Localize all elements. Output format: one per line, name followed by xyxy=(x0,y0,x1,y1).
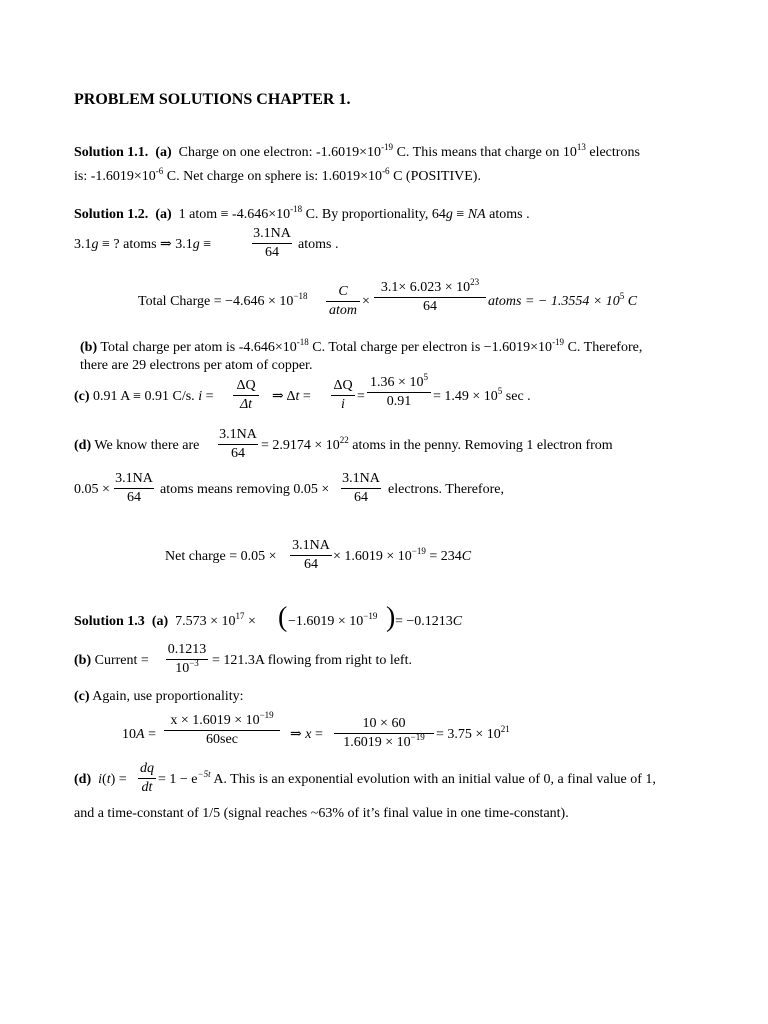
text: = 234 xyxy=(425,549,462,564)
fraction xyxy=(326,284,360,319)
text xyxy=(290,727,323,743)
fraction xyxy=(252,226,292,261)
fraction xyxy=(164,710,280,748)
text: ⇒ xyxy=(290,727,306,742)
text: and a time-constant of 1/5 (signal reaches ~63% of it’s final value in one time-constant). xyxy=(74,806,569,821)
exponent: -18 xyxy=(290,204,303,214)
part-label: (b) xyxy=(74,653,92,668)
page-title: PROBLEM SOLUTIONS CHAPTER 1. xyxy=(74,91,351,108)
exponent: 23 xyxy=(470,277,480,287)
fraction-bar xyxy=(233,395,259,396)
numerator xyxy=(164,710,280,729)
exponent: −19 xyxy=(410,732,425,742)
fraction xyxy=(290,538,332,573)
solution-1-3-d xyxy=(74,772,127,788)
denominator: 64 xyxy=(354,490,368,505)
solution-1-2-line-2 xyxy=(74,237,211,253)
var: C xyxy=(461,549,472,564)
text: ⇒ Δ xyxy=(272,389,296,404)
solution-1-3-b xyxy=(74,653,149,669)
text: ) = xyxy=(110,772,127,787)
var: NA xyxy=(467,207,486,222)
exponent: -18 xyxy=(296,337,309,347)
text: Net charge = 0.05 × xyxy=(165,549,277,564)
numerator: dq xyxy=(140,761,154,776)
fraction-bar xyxy=(166,659,208,660)
fraction-bar xyxy=(367,392,431,393)
fraction-bar xyxy=(331,395,355,396)
var: i xyxy=(98,772,103,787)
numerator: 3.1NA xyxy=(253,226,291,241)
text: atoms . xyxy=(485,207,530,222)
fraction-bar xyxy=(138,778,156,779)
fraction-bar xyxy=(218,444,258,445)
numerator xyxy=(367,372,431,391)
text: 7.573 × 10 xyxy=(175,614,236,629)
fraction xyxy=(367,372,431,410)
solution-1-1-line-2 xyxy=(74,166,481,185)
var: g xyxy=(91,237,99,252)
text: Total charge per atom is -4.646×10 xyxy=(97,340,297,355)
text: ( xyxy=(102,772,107,787)
text: 10 xyxy=(122,727,136,742)
fraction-bar xyxy=(326,301,360,302)
text: C (POSITIVE). xyxy=(389,169,481,184)
denominator: 64 xyxy=(304,557,318,572)
text: C. Total charge per electron is −1.6019×10 xyxy=(308,340,553,355)
exponent: -19 xyxy=(381,142,394,152)
solution-1-1-line-1 xyxy=(74,142,640,161)
text: C xyxy=(624,294,638,309)
numerator: 3.1NA xyxy=(115,471,153,486)
text xyxy=(333,546,472,565)
numerator: ΔQ xyxy=(333,378,353,393)
solution-1-2-b-line-1 xyxy=(80,337,643,356)
part-label: (d) xyxy=(74,438,92,453)
denominator: atom xyxy=(329,303,357,318)
text: C. Net charge on sphere is: 1.6019×10 xyxy=(163,169,383,184)
text xyxy=(122,727,156,743)
text xyxy=(436,724,510,743)
part-label: (c) xyxy=(74,689,90,704)
text: Again, use proportionality: xyxy=(89,689,244,704)
exponent: −19 xyxy=(363,611,378,621)
solution-1-2-d-line-1 xyxy=(74,438,199,454)
text: Current = xyxy=(91,653,149,668)
exponent: −3 xyxy=(189,658,199,668)
text: atoms . xyxy=(298,237,339,252)
solution-1-3-a xyxy=(74,611,256,630)
text: We know there are xyxy=(91,438,200,453)
fraction xyxy=(334,716,434,751)
fraction-bar xyxy=(114,488,154,489)
exponent: 17 xyxy=(235,611,245,621)
total-charge-eq-right xyxy=(488,291,638,310)
text xyxy=(158,769,656,788)
left-paren: ( xyxy=(278,602,288,633)
text: = xyxy=(144,727,156,742)
var: i xyxy=(198,389,203,404)
exponent: -6 xyxy=(155,166,164,176)
text: × xyxy=(244,614,256,629)
exponent: −5t xyxy=(197,769,211,779)
denominator: 64 xyxy=(231,446,245,461)
text: 1 atom ≡ -4.646×10 xyxy=(178,207,291,222)
text: 1.36 × 10 xyxy=(370,375,424,390)
total-charge-eq-left xyxy=(138,291,308,310)
solution-label: Solution 1.3 xyxy=(74,614,145,629)
part-label: (c) xyxy=(74,389,90,404)
text xyxy=(395,614,462,630)
fraction xyxy=(374,277,486,315)
text: electrons xyxy=(585,145,640,160)
text: −1.6019 × 10 xyxy=(288,614,364,629)
denominator: 64 xyxy=(127,490,141,505)
solution-1-2-b-line-2: there are 29 electrons per atom of copper. xyxy=(80,358,313,373)
var: t xyxy=(295,389,300,404)
exponent: 5 xyxy=(497,386,503,396)
var: t xyxy=(106,772,111,787)
text: = xyxy=(311,727,323,742)
text: C. By proportionality, 64 xyxy=(302,207,446,222)
text: 10 xyxy=(175,661,190,676)
part-label: (a) xyxy=(151,614,169,629)
fraction-bar xyxy=(164,730,280,731)
fraction xyxy=(233,378,259,413)
denominator: Δt xyxy=(239,397,253,412)
exponent: −18 xyxy=(293,291,308,301)
text: = 2.9174 × 10 xyxy=(261,438,340,453)
text: 3.1 xyxy=(74,237,92,252)
denominator xyxy=(334,732,434,751)
text: × 1.6019 × 10 xyxy=(333,549,412,564)
denominator: 60sec xyxy=(206,732,238,747)
var: g xyxy=(192,237,200,252)
text: atoms = − 1.3554 × 10 xyxy=(488,294,620,309)
var: g xyxy=(445,207,453,222)
fraction xyxy=(138,761,156,796)
denominator: 0.91 xyxy=(386,394,412,409)
text: 0.05 × xyxy=(74,482,110,497)
text: Total Charge = −4.646 × 10 xyxy=(138,294,294,309)
text: = 1 − e xyxy=(158,772,198,787)
denominator: i xyxy=(341,397,345,412)
numerator: ΔQ xyxy=(236,378,256,393)
text: = 3.75 × 10 xyxy=(436,727,501,742)
text: 3.1× 6.023 × 10 xyxy=(380,280,471,295)
exponent: 5 xyxy=(619,291,625,301)
text: ≡ xyxy=(452,207,468,222)
fraction xyxy=(166,642,208,677)
fraction-bar xyxy=(252,243,292,244)
exponent: 21 xyxy=(500,724,510,734)
exponent: −19 xyxy=(259,710,274,720)
numerator: 10 × 60 xyxy=(362,716,406,731)
text xyxy=(261,435,613,454)
text: = 121.3A flowing from right to left. xyxy=(212,653,412,668)
fraction xyxy=(218,427,258,462)
fraction xyxy=(341,471,381,506)
text: = 1.49 × 10 xyxy=(433,389,498,404)
text: sec . xyxy=(502,389,531,404)
solution-label: Solution 1.2. xyxy=(74,207,149,222)
text: = −0.1213 xyxy=(395,614,453,629)
fraction-bar xyxy=(374,297,486,298)
solution-1-2-line-1 xyxy=(74,204,530,223)
part-label: (b) xyxy=(80,340,98,355)
denominator: 64 xyxy=(265,245,279,260)
text xyxy=(272,389,311,405)
fraction xyxy=(331,378,355,413)
exponent: −19 xyxy=(411,546,426,556)
text: = xyxy=(202,389,214,404)
var: A xyxy=(136,727,145,742)
fraction-bar xyxy=(290,555,332,556)
text: atoms means removing 0.05 × xyxy=(160,482,330,497)
denominator: dt xyxy=(141,780,153,795)
right-paren: ) xyxy=(386,602,396,633)
exponent: 22 xyxy=(339,435,349,445)
solution-1-2-c xyxy=(74,389,213,405)
text: 1.6019 × 10 xyxy=(343,735,411,750)
text: C. Therefore, xyxy=(564,340,643,355)
solution-1-3-c xyxy=(74,689,244,705)
denominator xyxy=(166,658,208,677)
solution-label: Solution 1.1. xyxy=(74,145,149,160)
exponent: 5 xyxy=(423,372,428,382)
text: ≡ xyxy=(199,237,212,252)
numerator: 3.1NA xyxy=(342,471,380,486)
part-label: (a) xyxy=(155,207,172,222)
text: = xyxy=(299,389,311,404)
text: C. This means that charge on 10 xyxy=(393,145,577,160)
part-label: (d) xyxy=(74,772,92,787)
numerator: 3.1NA xyxy=(219,427,257,442)
denominator: 64 xyxy=(423,299,437,314)
numerator xyxy=(374,277,486,296)
exponent: -19 xyxy=(552,337,565,347)
text: = xyxy=(357,389,365,404)
text: atoms in the penny. Removing 1 electron from xyxy=(348,438,613,453)
numerator: C xyxy=(338,284,348,299)
text xyxy=(433,386,531,405)
var: C xyxy=(452,614,463,629)
text: x × 1.6019 × 10 xyxy=(170,713,260,728)
numerator: 0.1213 xyxy=(167,642,207,657)
exponent: 13 xyxy=(576,142,586,152)
text: A. This is an exponential evolution with an initial value of 0, a final value of 1, xyxy=(210,772,656,787)
text: 0.91 A ≡ 0.91 C/s. xyxy=(89,389,199,404)
var: x xyxy=(305,727,312,742)
fraction-bar xyxy=(341,488,381,489)
numerator: 3.1NA xyxy=(292,538,330,553)
part-label: (a) xyxy=(155,145,172,160)
text: ≡ ? atoms ⇒ 3.1 xyxy=(98,237,193,252)
text: × xyxy=(362,294,370,309)
exponent: -6 xyxy=(382,166,390,176)
text xyxy=(288,611,378,630)
fraction xyxy=(114,471,154,506)
text: electrons. Therefore, xyxy=(388,482,504,497)
text: Charge on one electron: -1.6019×10 xyxy=(178,145,382,160)
text: is: -1.6019×10 xyxy=(74,169,156,184)
